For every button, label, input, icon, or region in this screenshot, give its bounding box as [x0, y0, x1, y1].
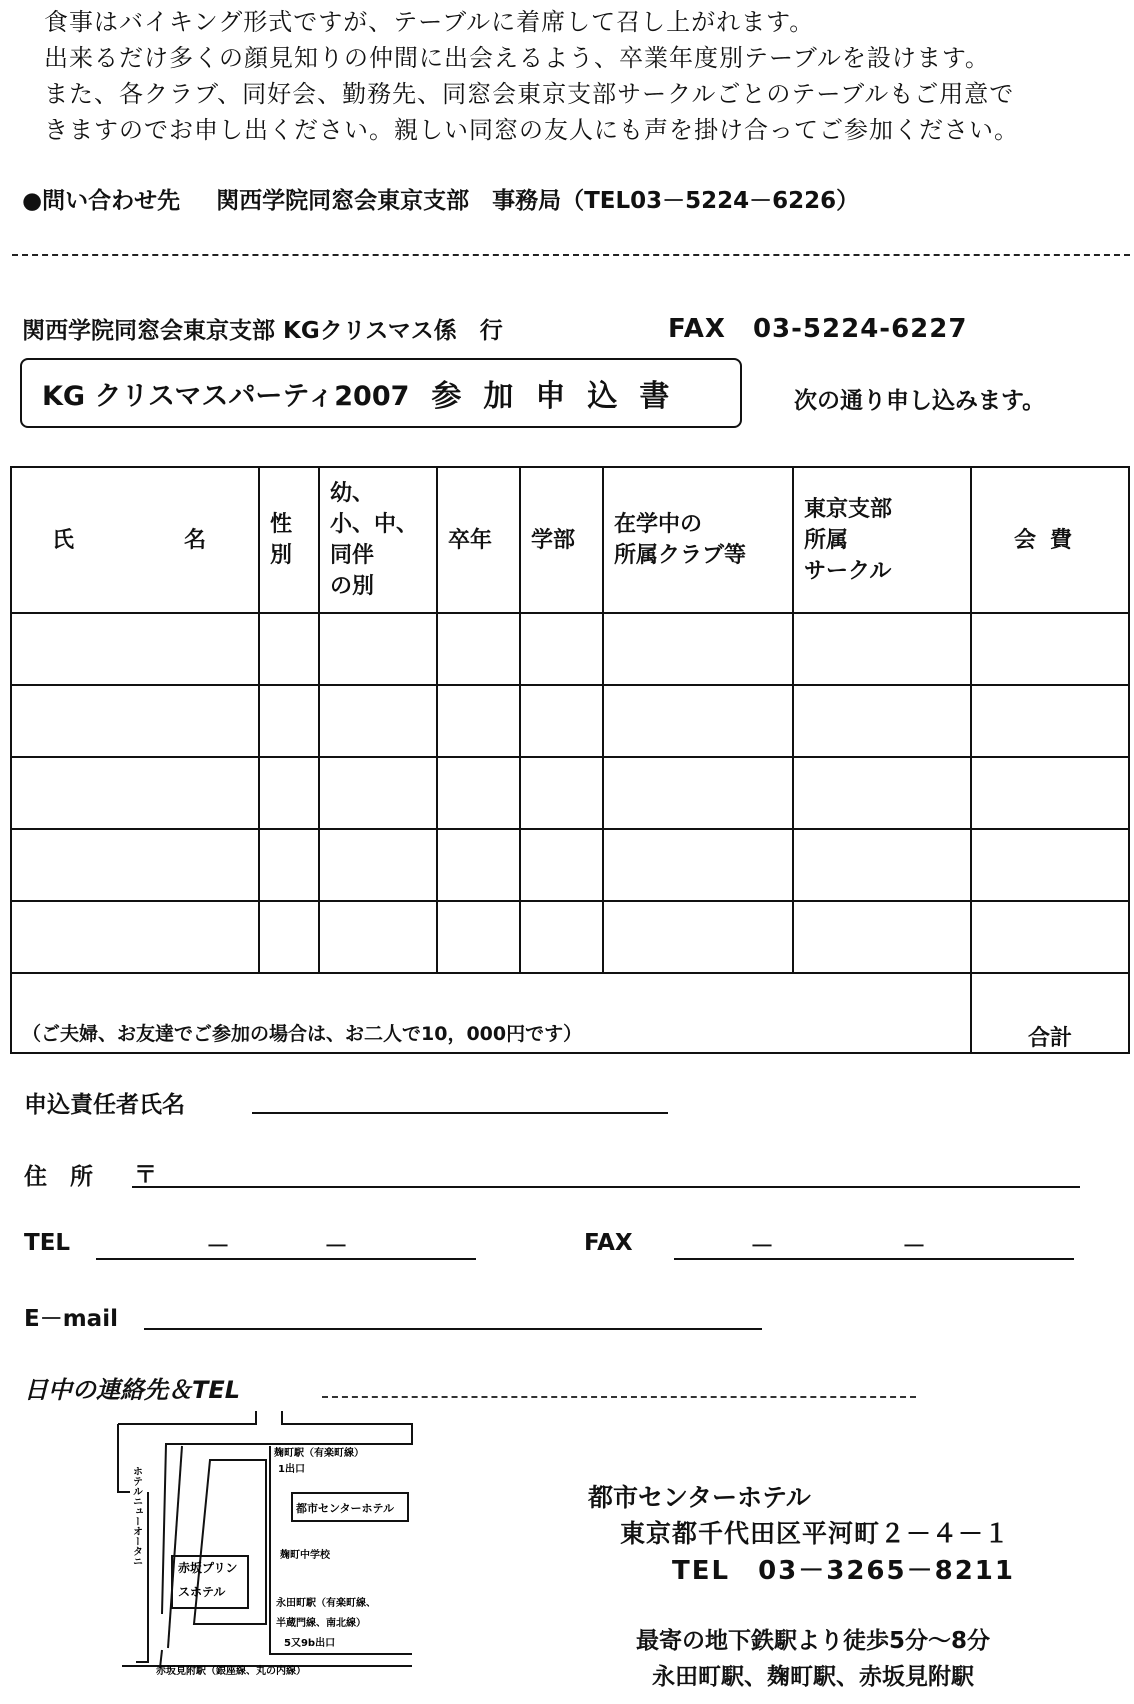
form-title-box: [20, 358, 742, 428]
cell-grad-year[interactable]: [437, 829, 520, 901]
contact-label: ●問い合わせ先: [22, 188, 181, 214]
map-label-akasaka-mitsuke: 赤坂見附駅（銀座線、丸の内線）: [156, 1666, 306, 1677]
header-name: 氏 名: [11, 467, 259, 613]
header-grad-year: 卒年: [437, 467, 520, 613]
cell-faculty[interactable]: [520, 685, 603, 757]
cell-circle[interactable]: [793, 829, 971, 901]
tel-dash: －: [324, 1232, 348, 1260]
map-label-exit-5: 5又9b出口: [284, 1638, 336, 1649]
couple-note: （ご夫婦、お友達でご参加の場合は、お二人で10，000円です）: [11, 973, 971, 1053]
cell-name[interactable]: [11, 757, 259, 829]
cell-name[interactable]: [11, 685, 259, 757]
map-label-akasaka-prince-1: 赤坂プリン: [178, 1561, 238, 1575]
cell-gender[interactable]: [259, 685, 319, 757]
cell-faculty[interactable]: [520, 613, 603, 685]
location-map: [110, 1410, 440, 1682]
address-line[interactable]: [132, 1186, 1080, 1188]
cell-name[interactable]: [11, 829, 259, 901]
cell-grad-year[interactable]: [437, 613, 520, 685]
cell-grad-year[interactable]: [437, 901, 520, 973]
tel-label: TEL: [24, 1230, 71, 1256]
cell-grad-year[interactable]: [437, 685, 520, 757]
table-row: [11, 829, 1129, 901]
cell-faculty[interactable]: [520, 757, 603, 829]
cell-category[interactable]: [319, 901, 437, 973]
cell-club[interactable]: [603, 757, 793, 829]
postal-mark: 〒: [134, 1162, 157, 1188]
daytime-contact-line[interactable]: [322, 1396, 916, 1398]
cell-faculty[interactable]: [520, 829, 603, 901]
header-gender: 性 別: [259, 467, 319, 613]
map-label-nagatacho-station-2: 半蔵門線、南北線）: [276, 1618, 366, 1629]
cell-club[interactable]: [603, 829, 793, 901]
hotel-tel: TEL 03－3265－8211: [672, 1556, 1015, 1586]
contact-org: 関西学院同窓会東京支部 事務局（TEL03－5224－6226）: [216, 188, 860, 214]
cell-fee[interactable]: [971, 829, 1129, 901]
walk-time: 最寄の地下鉄駅より徒歩5分～8分: [636, 1628, 991, 1654]
header-faculty: 学部: [520, 467, 603, 613]
map-label-toshi-center-hotel: 都市センターホテル: [296, 1502, 395, 1515]
form-title: KG クリスマスパーティ2007: [42, 380, 410, 412]
table-row: [11, 901, 1129, 973]
header-circle: 東京支部 所属 サークル: [793, 467, 971, 613]
cut-line-divider: [12, 254, 1130, 256]
map-label-exit-1: 1出口: [278, 1464, 305, 1475]
table-header-row: [11, 467, 1129, 613]
address-label: 住 所: [24, 1164, 93, 1190]
fax-number: FAX 03-5224-6227: [668, 314, 968, 344]
contact-info: [22, 182, 859, 215]
fax-line[interactable]: [674, 1258, 1074, 1260]
map-label-akasaka-prince-2: スホテル: [178, 1585, 226, 1599]
form-title-note: 次の通り申し込みます。: [794, 388, 1046, 414]
cell-gender[interactable]: [259, 613, 319, 685]
cell-fee[interactable]: [971, 901, 1129, 973]
cell-club[interactable]: [603, 613, 793, 685]
intro-line: きますのでお申し出ください。親しい同窓の友人にも声を掛け合ってご参加ください。: [44, 116, 1019, 144]
fax-label: FAX: [584, 1230, 633, 1256]
tel-line[interactable]: [96, 1258, 476, 1260]
cell-category[interactable]: [319, 613, 437, 685]
table-total-row: [11, 973, 1129, 1053]
hotel-name: 都市センターホテル: [588, 1483, 811, 1512]
nearest-stations: 永田町駅、麹町駅、赤坂見附駅: [652, 1664, 974, 1690]
form-apply-label: 参加申込書: [431, 379, 692, 414]
intro-line: また、各クラブ、同好会、勤務先、同窓会東京支部サークルごとのテーブルもご用意で: [44, 80, 1015, 108]
cell-gender[interactable]: [259, 901, 319, 973]
cell-circle[interactable]: [793, 901, 971, 973]
cell-category[interactable]: [319, 685, 437, 757]
intro-paragraph: [44, 4, 1019, 148]
fax-dash: －: [902, 1232, 926, 1260]
cell-circle[interactable]: [793, 685, 971, 757]
daytime-contact-label: 日中の連絡先＆TEL: [24, 1376, 241, 1404]
cell-gender[interactable]: [259, 757, 319, 829]
cell-grad-year[interactable]: [437, 757, 520, 829]
cell-faculty[interactable]: [520, 901, 603, 973]
cell-category[interactable]: [319, 829, 437, 901]
table-row: [11, 757, 1129, 829]
hotel-address: 東京都千代田区平河町２－４－１: [620, 1519, 1011, 1548]
intro-line: 食事はバイキング形式ですが、テーブルに着席して召し上がれます。: [44, 8, 815, 36]
cell-club[interactable]: [603, 685, 793, 757]
table-row: [11, 685, 1129, 757]
cell-name[interactable]: [11, 613, 259, 685]
tel-dash: －: [206, 1232, 230, 1260]
cell-circle[interactable]: [793, 613, 971, 685]
applicant-name-line[interactable]: [252, 1112, 668, 1114]
cell-circle[interactable]: [793, 757, 971, 829]
header-category: 幼、 小、中、 同伴 の別: [319, 467, 437, 613]
header-club: 在学中の 所属クラブ等: [603, 467, 793, 613]
cell-fee[interactable]: [971, 757, 1129, 829]
intro-line: 出来るだけ多くの顔見知りの仲間に出会えるよう、卒業年度別テーブルを設けます。: [44, 44, 990, 72]
email-line[interactable]: [144, 1328, 762, 1330]
cell-fee[interactable]: [971, 613, 1129, 685]
map-label-nagatacho-station-1: 永田町駅（有楽町線、: [276, 1598, 376, 1609]
cell-gender[interactable]: [259, 829, 319, 901]
map-label-hotel-new-otani: ホテルニューオータニ: [130, 1466, 142, 1566]
registration-table: [10, 466, 1130, 1054]
email-label: E－mail: [24, 1306, 118, 1332]
applicant-label: 申込責任者氏名: [24, 1092, 185, 1118]
map-label-kojimachi-station: 麹町駅（有楽町線）: [274, 1448, 364, 1459]
fax-dash: －: [750, 1232, 774, 1260]
cell-club[interactable]: [603, 901, 793, 973]
table-row: [11, 613, 1129, 685]
total-label: 合計: [971, 973, 1129, 1053]
addressee: 関西学院同窓会東京支部 KGクリスマス係 行: [22, 318, 503, 344]
cell-name[interactable]: [11, 901, 259, 973]
map-label-kojimachi-jhs: 麹町中学校: [280, 1550, 330, 1561]
cell-fee[interactable]: [971, 685, 1129, 757]
cell-category[interactable]: [319, 757, 437, 829]
header-fee: 会費: [971, 467, 1129, 613]
